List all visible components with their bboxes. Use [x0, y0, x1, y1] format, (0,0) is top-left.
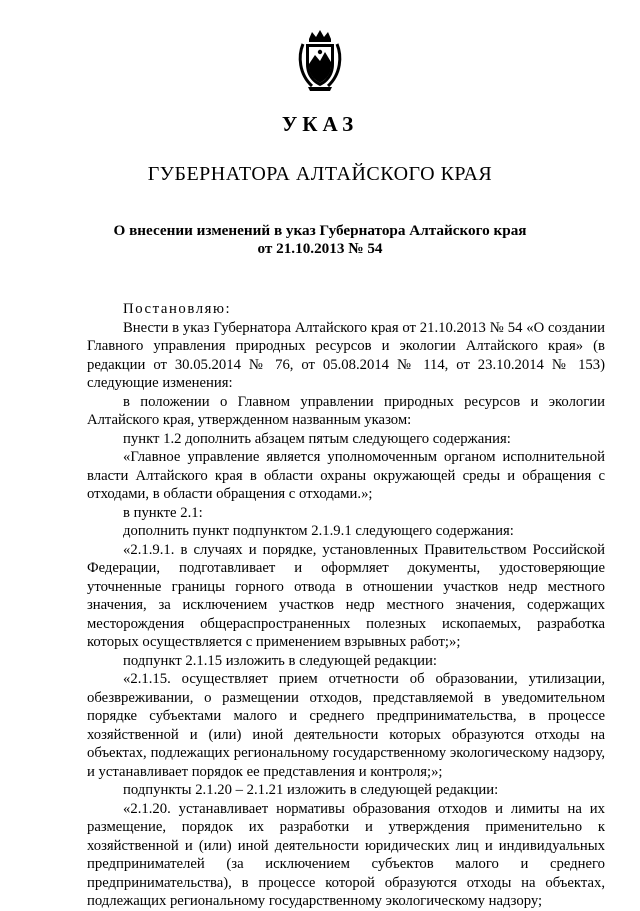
document-issuer: ГУБЕРНАТОРА АЛТАЙСКОГО КРАЯ — [147, 163, 493, 185]
paragraph: в пункте 2.1: — [123, 504, 203, 521]
paragraph: Внести в указ Губернатора Алтайского края от 21.10.2013 № 54 «О создании Главного управления природных ресурсов и экологии Алтайского края» (в редакции от 30.05.2014 № 76, от 05.08.2014 № 114, от 23.10.2014 № 153) следующие изменения: — [87, 319, 605, 391]
paragraph: подпункты 2.1.20 – 2.1.21 изложить в следующей редакции: — [123, 782, 499, 798]
paragraph: подпункт 2.1.15 изложить в следующей редакции: — [123, 652, 437, 669]
paragraph: в положении о Главном управлении природных ресурсов и экологии Алтайского края, утвержденном названным указом: — [87, 393, 605, 428]
paragraph: пункт 1.2 дополнить абзацем пятым следующего содержания: — [123, 430, 511, 447]
document-subject — [0, 222, 640, 258]
paragraph: «2.1.9.1. в случаях и порядке, установленных Правительством Российской Федерации, подготавливает и оформляет документы, удостоверяющие уточненные границы горного отвода в отношении участков недр местного значения, за исключением участков недр местного значения, содержащих месторождения общераспространенных полезных ископаемых, разработка которых осуществляется с применением взрывных работ;»; — [87, 541, 605, 650]
paragraph: дополнить пункт подпунктом 2.1.9.1 следующего содержания: — [123, 523, 514, 539]
document-title: УКАЗ — [281, 112, 359, 136]
subject-date-line: от 21.10.2013 № 54 — [257, 240, 383, 257]
paragraph: «2.1.15. осуществляет прием отчетности об образовании, утилизации, обезвреживании, о размещении отходов, представляемой в уведомительном порядке субъектами малого и среднего предпринимательства, в процессе хозяйственной и (или) иной деятельности которых образуются отходы на объектах, подлежащих региональному государственному экологическому надзору, и устанавливает порядок ее представления и контроля;»; — [87, 671, 605, 780]
subject-line: О внесении изменений в указ Губернатора Алтайского края — [113, 222, 527, 239]
paragraph-resolve: Постановляю: — [123, 301, 232, 317]
paragraph: «Главное управление является уполномоченным органом исполнительной власти Алтайского края в области охраны окружающей среды и обращения с отходами, в области обращения с отходами.»; — [87, 449, 605, 502]
paragraph: «2.1.20. устанавливает нормативы образования отходов и лимиты на их размещение, порядок их разработки и утверждения применительно к хозяйственной и (или) иной деятельности юридических лиц и индивидуальных предпринимателей (за исключением субъектов малого и среднего предпринимательства), в процессе которой образуются отходы на объектах, подлежащих региональному государственному экологическому надзору; — [87, 800, 605, 909]
coat-of-arms-icon — [297, 30, 343, 92]
document-body — [87, 300, 605, 911]
